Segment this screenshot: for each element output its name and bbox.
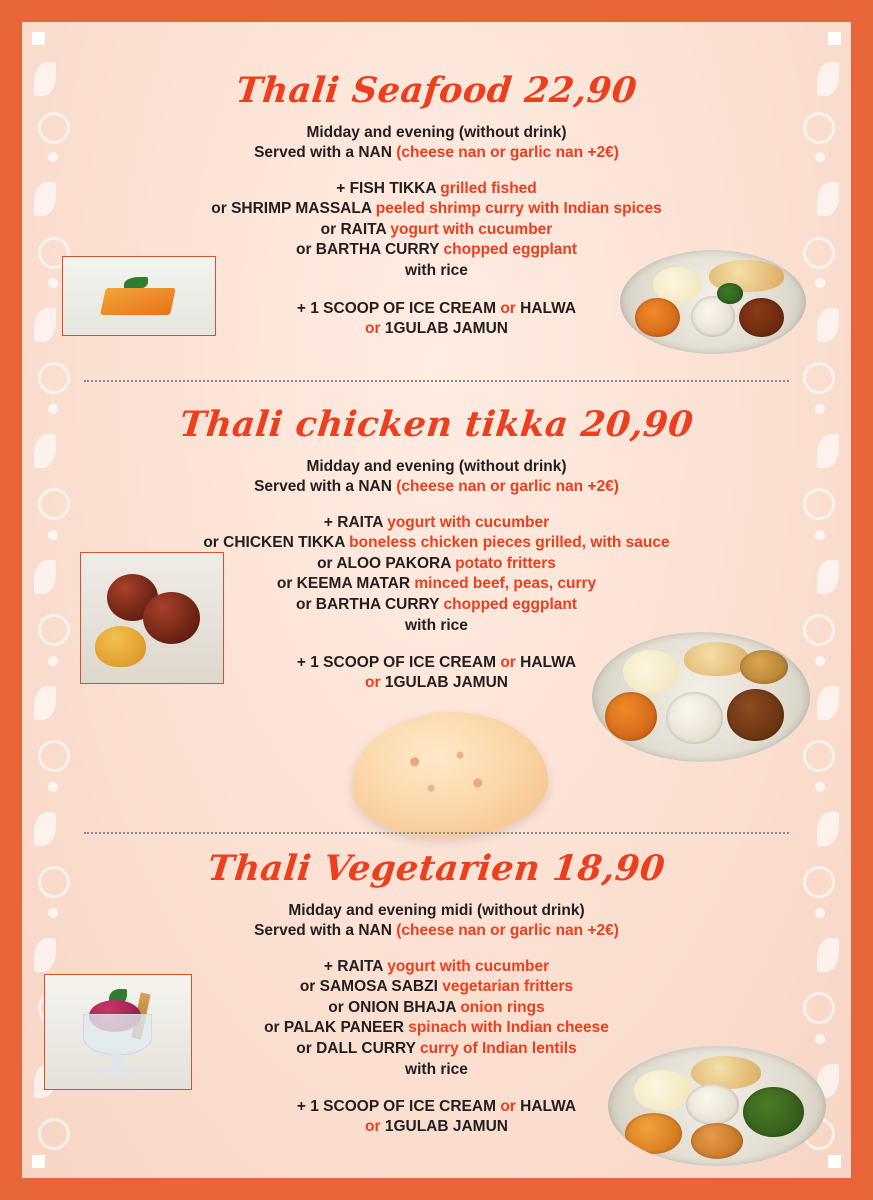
item-name: PALAK PANEER bbox=[283, 1019, 404, 1037]
with-rice-note: with rice bbox=[405, 262, 468, 280]
served-suffix: (cheese nan or garlic nan +2€) bbox=[391, 143, 619, 161]
item-prefix: or bbox=[264, 1019, 284, 1037]
item-desc: peeled shrimp curry with Indian spices bbox=[371, 200, 662, 218]
dessert-or: or bbox=[365, 1118, 385, 1136]
section-title-seafood: Thali Seafood 22,90 bbox=[234, 70, 639, 111]
dessert-scoop: + 1 SCOOP OF ICE CREAM bbox=[296, 299, 501, 317]
section-subtitle-vegetarien: Midday and evening midi (without drink) bbox=[288, 902, 585, 919]
item-prefix: or bbox=[295, 241, 316, 259]
sorbet-glass-photo bbox=[44, 974, 192, 1090]
item-desc: vegetarian fritters bbox=[437, 978, 574, 996]
gulab-jamun-photo bbox=[80, 552, 224, 684]
item-name: ALOO PAKORA bbox=[336, 554, 451, 572]
item-prefix: or bbox=[296, 1040, 317, 1058]
item-desc: potato fritters bbox=[450, 554, 556, 572]
chicken-tikka-thali-photo bbox=[592, 632, 810, 762]
vegetarian-thali-photo bbox=[608, 1046, 826, 1166]
section-divider-1 bbox=[84, 380, 789, 382]
item-name: DALL CURRY bbox=[316, 1040, 416, 1058]
item-name: SAMOSA SABZI bbox=[319, 978, 438, 996]
dessert-or: or bbox=[365, 674, 385, 692]
section-divider-2 bbox=[84, 832, 789, 834]
item-name: ONION BHAJA bbox=[348, 998, 457, 1016]
item-desc: grilled fished bbox=[436, 179, 537, 197]
dessert-gulab: 1GULAB JAMUN bbox=[384, 319, 508, 337]
item-prefix: + bbox=[336, 179, 350, 197]
dessert-scoop: + 1 SCOOP OF ICE CREAM bbox=[296, 1098, 501, 1116]
naan-bread-photo bbox=[352, 712, 548, 838]
dessert-gulab: 1GULAB JAMUN bbox=[384, 674, 508, 692]
item-name: RAITA bbox=[337, 957, 383, 975]
item-prefix: + bbox=[323, 957, 338, 975]
served-suffix: (cheese nan or garlic nan +2€) bbox=[391, 477, 619, 495]
item-prefix: or bbox=[295, 596, 316, 614]
served-prefix: Served with a bbox=[254, 921, 359, 939]
item-name: KEEMA MATAR bbox=[296, 575, 411, 593]
dessert-or: or bbox=[500, 1098, 521, 1116]
section-served-with-chicken-tikka bbox=[22, 477, 851, 497]
seafood-thali-photo bbox=[620, 250, 806, 354]
dessert-gulab: 1GULAB JAMUN bbox=[384, 1118, 508, 1136]
item-name: BARTHA CURRY bbox=[315, 596, 440, 614]
item-desc: onion rings bbox=[456, 998, 545, 1016]
item-desc: curry of Indian lentils bbox=[415, 1040, 577, 1058]
served-suffix: (cheese nan or garlic nan +2€) bbox=[391, 921, 619, 939]
served-prefix: Served with a bbox=[254, 477, 359, 495]
section-title-vegetarien: Thali Vegetarien 18,90 bbox=[205, 848, 668, 889]
menu-item bbox=[22, 179, 851, 200]
item-prefix: or bbox=[276, 575, 297, 593]
served-prefix: Served with a bbox=[254, 143, 359, 161]
item-prefix: or bbox=[299, 978, 320, 996]
dessert-scoop: + 1 SCOOP OF ICE CREAM bbox=[296, 654, 501, 672]
item-name: SHRIMP MASSALA bbox=[231, 200, 372, 218]
item-prefix: or bbox=[328, 998, 349, 1016]
dessert-halwa: HALWA bbox=[520, 654, 577, 672]
item-name: BARTHA CURRY bbox=[315, 241, 440, 259]
item-desc: minced beef, peas, curry bbox=[410, 575, 597, 593]
item-desc: boneless chicken pieces grilled, with sauce bbox=[344, 534, 670, 552]
item-desc: chopped eggplant bbox=[439, 241, 578, 259]
with-rice-note: with rice bbox=[405, 616, 468, 634]
item-prefix: or bbox=[203, 534, 224, 552]
item-prefix: or bbox=[211, 200, 232, 218]
dessert-halwa: HALWA bbox=[520, 1098, 577, 1116]
with-rice-note: with rice bbox=[405, 1060, 468, 1078]
item-prefix: + bbox=[323, 513, 338, 531]
dessert-or: or bbox=[500, 299, 521, 317]
item-desc: chopped eggplant bbox=[439, 596, 578, 614]
section-served-with-seafood bbox=[22, 143, 851, 163]
served-nan: NAN bbox=[358, 477, 392, 495]
section-subtitle-chicken-tikka: Midday and evening (without drink) bbox=[306, 458, 567, 475]
item-name: CHICKEN TIKKA bbox=[223, 534, 345, 552]
item-desc: yogurt with cucumber bbox=[382, 513, 550, 531]
section-title-chicken-tikka: Thali chicken tikka 20,90 bbox=[177, 404, 696, 445]
item-name: FISH TIKKA bbox=[349, 179, 436, 197]
served-nan: NAN bbox=[358, 143, 392, 161]
item-prefix: or bbox=[320, 220, 341, 238]
dessert-halwa: HALWA bbox=[520, 299, 577, 317]
item-prefix: or bbox=[317, 554, 337, 572]
section-served-with-vegetarien bbox=[22, 921, 851, 941]
dessert-or: or bbox=[500, 654, 521, 672]
item-desc: yogurt with cucumber bbox=[382, 957, 550, 975]
served-nan: NAN bbox=[358, 921, 392, 939]
menu-item bbox=[22, 513, 851, 534]
menu-paper bbox=[22, 22, 851, 1178]
mango-cake-photo bbox=[62, 256, 216, 336]
section-subtitle-seafood: Midday and evening (without drink) bbox=[306, 124, 567, 141]
menu-item bbox=[22, 533, 851, 554]
menu-item bbox=[22, 220, 851, 241]
item-name: RAITA bbox=[337, 513, 383, 531]
dessert-or: or bbox=[365, 319, 385, 337]
menu-item bbox=[22, 199, 851, 220]
item-name: RAITA bbox=[340, 220, 387, 238]
item-desc: spinach with Indian cheese bbox=[403, 1019, 609, 1037]
item-desc: yogurt with cucumber bbox=[386, 220, 553, 238]
